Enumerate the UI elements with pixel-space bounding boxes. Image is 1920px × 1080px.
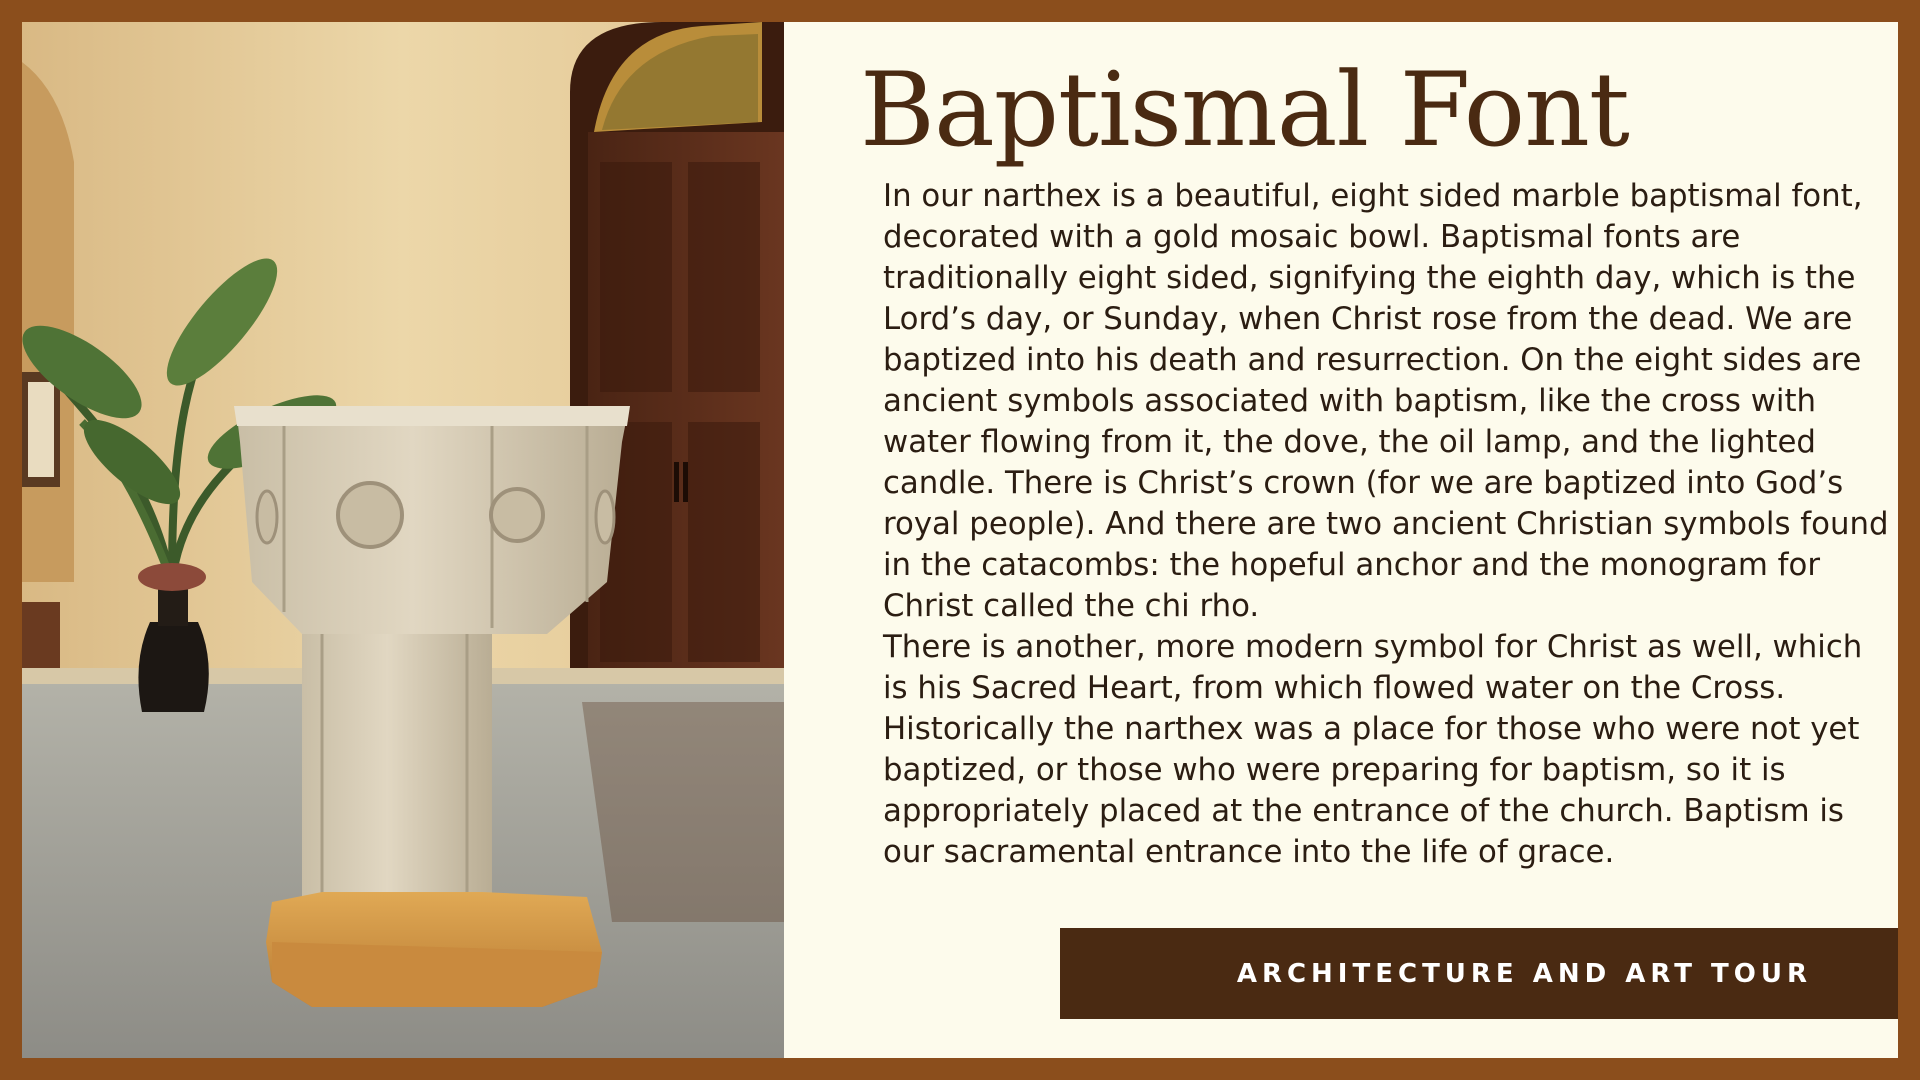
description-paragraph-2: There is another, more modern symbol for Christ as well, which is his Sacred Heart, from which flowed water on the Cross. Historically the narthex was a place for those who were not yet baptized, or those who were preparing for baptism, so it is appropriately placed at the entrance of the church. Baptism is our sacramental entrance into the life of grace.: [883, 629, 1863, 870]
content-panel: [784, 22, 1898, 1058]
baptismal-font-photo: [22, 22, 784, 1058]
photo-illustration: [22, 22, 784, 1058]
tour-banner: [1060, 928, 1898, 1019]
description-text: [883, 176, 1893, 873]
description-paragraph-1: In our narthex is a beautiful, eight sided marble baptismal font, decorated with a gold mosaic bowl. Baptismal fonts are traditionally eight sided, signifying the eighth day, which is the Lord’s day, or Sunday, when Christ rose from the dead. We are baptized into his death and resurrection. On the eight sides are ancient symbols associated with baptism, like the cross with water flowing from it, the dove, the oil lamp, and the lighted candle. There is Christ’s crown (for we are baptized into God’s royal people). And there are two ancient Christian symbols found in the catacombs: the hopeful anchor and the monogram for Christ called the chi rho.: [883, 178, 1889, 624]
page-title: Baptismal Font: [860, 51, 1629, 170]
tour-banner-label: ARCHITECTURE AND ART TOUR: [1236, 958, 1812, 989]
